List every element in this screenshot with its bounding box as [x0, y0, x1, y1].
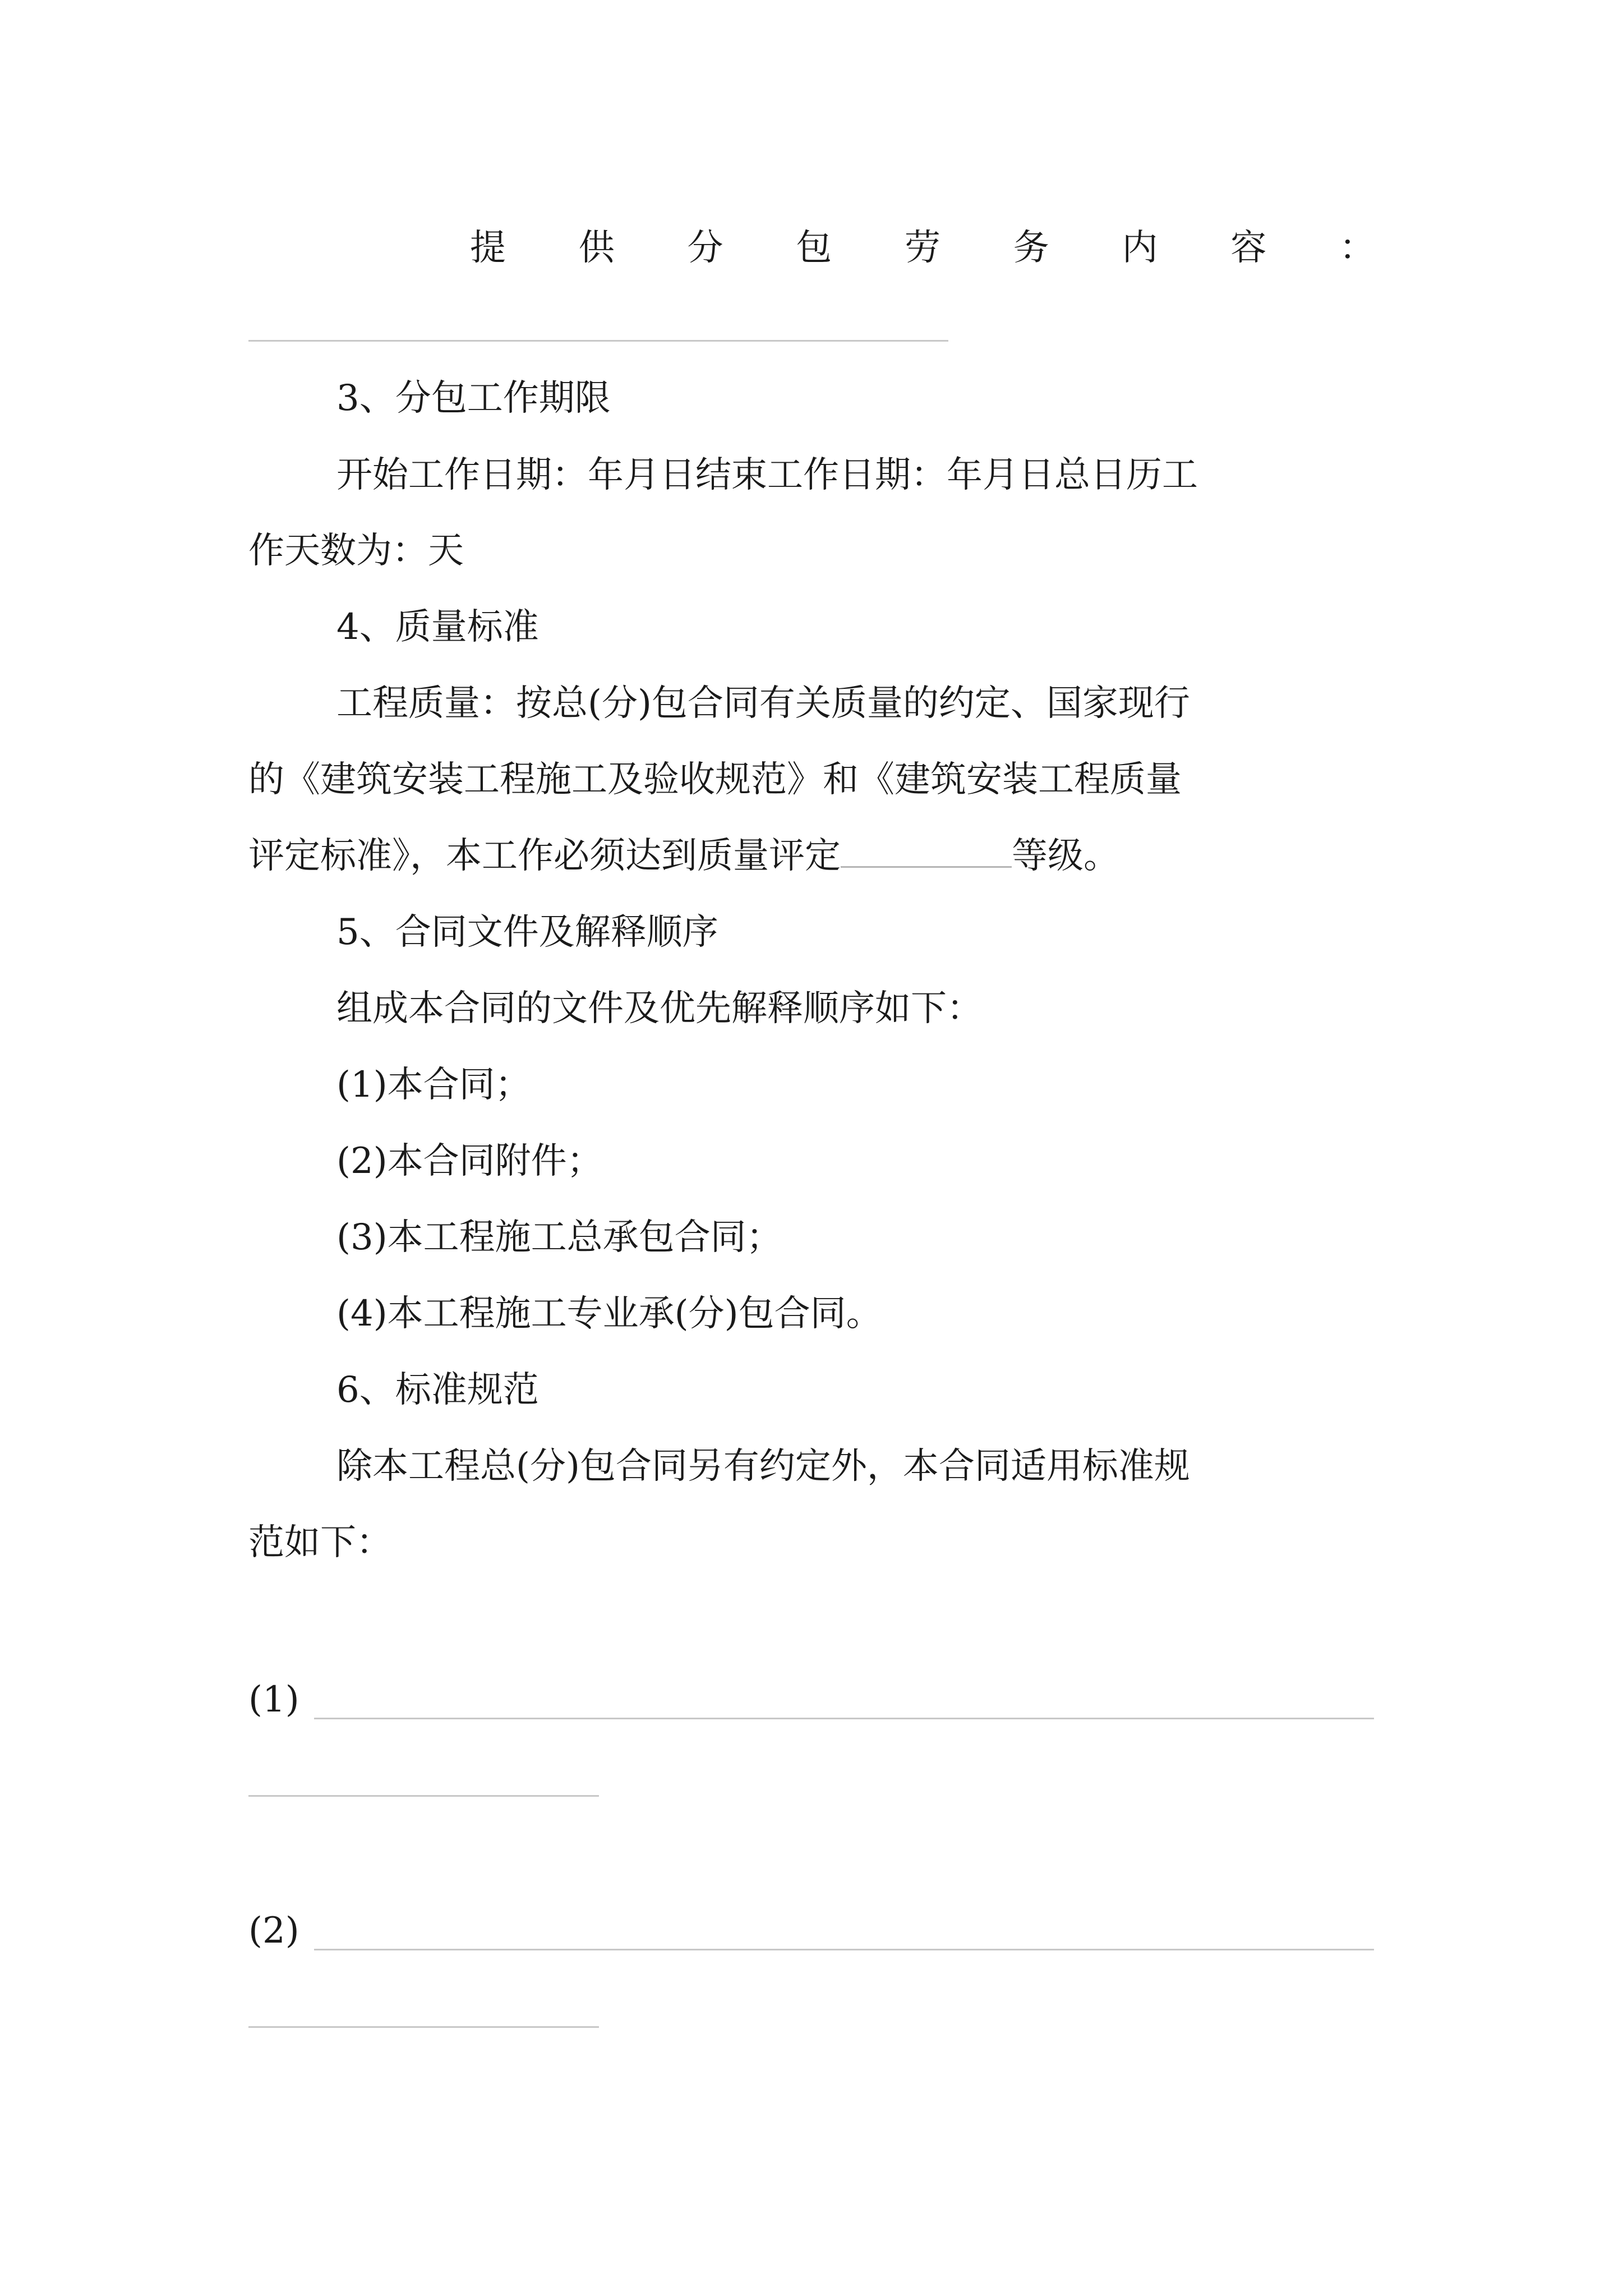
contract-doc-item-4: (4)本工程施工专业承(分)包合同。: [336, 1293, 882, 1335]
section-6-title: 6、标准规范: [336, 1369, 539, 1411]
heading-char: 务: [1013, 227, 1049, 269]
heading-char: 供: [578, 227, 615, 269]
contract-doc-item-1: (1)本合同；: [336, 1064, 531, 1106]
heading-char: 劳: [905, 227, 940, 269]
standard-item-1-label: (1): [248, 1679, 299, 1720]
labor-content-blank-line: [248, 340, 948, 342]
heading-char: 内: [1122, 227, 1158, 269]
section-4-text-line-2: 的《建筑安装工程施工及验收规范》和《建筑安装工程质量: [248, 759, 1182, 800]
standard-item-2-blank-line: [314, 1949, 1374, 1950]
heading-char: 容: [1230, 227, 1267, 269]
section-6-text-line-2: 范如下：: [248, 1522, 392, 1563]
section-3-text-line-1: 开始工作日期：年月日结束工作日期：年月日总日历工: [336, 454, 1198, 496]
section-3-text-line-2: 作天数为：天: [248, 530, 464, 572]
heading-char: 提: [470, 227, 506, 269]
section-6-text-line-1: 除本工程总(分)包合同另有约定外，本合同适用标准规: [336, 1446, 1190, 1487]
quality-text-after-blank: 等级。: [1012, 835, 1119, 877]
heading-char: 包: [796, 227, 832, 269]
section-4-text-line-1: 工程质量：按总(分)包合同有关质量的约定、国家现行: [336, 683, 1190, 724]
contract-doc-item-2: (2)本合同附件；: [336, 1140, 603, 1182]
section-4-title: 4、质量标准: [336, 606, 539, 648]
section-5-intro: 组成本合同的文件及优先解释顺序如下：: [336, 988, 983, 1029]
provide-labor-content-heading: [470, 219, 1375, 270]
contract-doc-item-3: (3)本工程施工总承包合同；: [336, 1217, 782, 1258]
quality-grade-blank: [841, 834, 1012, 868]
section-5-title: 5、合同文件及解释顺序: [336, 912, 718, 953]
quality-text-before-blank: 评定标准》，本工作必须达到质量评定: [248, 835, 841, 877]
standard-item-1-blank-line-continued: [248, 1795, 599, 1797]
section-3-title: 3、分包工作期限: [336, 378, 611, 419]
standard-item-1-blank-line: [314, 1718, 1374, 1719]
heading-char: 分: [687, 227, 723, 269]
standard-item-2-blank-line-continued: [248, 2026, 599, 2028]
section-4-text-line-3: [248, 827, 1393, 885]
standard-item-2-label: (2): [248, 1910, 299, 1952]
heading-char: ：: [1339, 227, 1375, 269]
